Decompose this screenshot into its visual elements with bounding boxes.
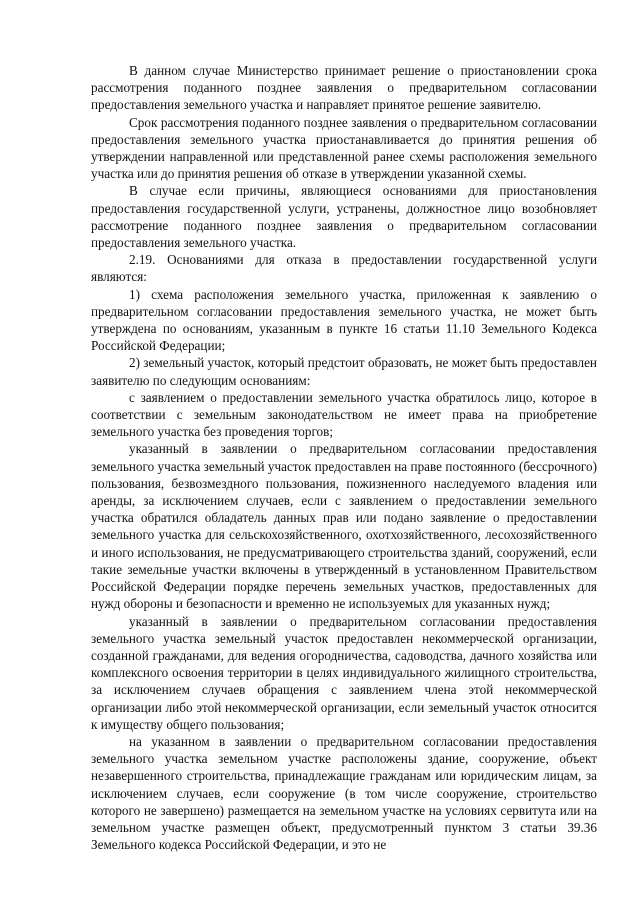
paragraph-ground-no-right: с заявлением о предоставлении земельного участка обратилось лицо, которое в соответствии с земельным законодательством не имеет права на приобретение земельного участка без проведения торгов;: [91, 389, 597, 440]
paragraph-2-19-heading: 2.19. Основаниями для отказа в предоставлении государственной услуги являются:: [91, 252, 597, 285]
paragraph-ground-buildings: на указанном в заявлении о предварительном согласовании предоставления земельного участка земельном участке расположены здание, сооружение, объект незавершенного строительства, принадлежащие гражданам или юридическим лицам, за исключением случаев, если сооружение (в том числе сооружение, строительство которого не завершено) размещается на земельном участке на условиях сервитута или на земельном участке размещен объект, предусмотренный пунктом 3 статьи 39.36 Земельного кодекса Российской Федерации, и это не: [91, 733, 597, 853]
paragraph-suspension-term: Срок рассмотрения поданного позднее заявления о предварительном согласовании предоставления земельного участка приостанавливается до принятия решения об утверждении направленной или представленной ранее схемы расположения земельного участка или до принятия решения об отказе в утверждении указанной схемы.: [91, 114, 597, 182]
document-page: [91, 62, 597, 853]
paragraph-ground-1: 1) схема расположения земельного участка, приложенная к заявлению о предварительном согласовании предоставления земельного участка, не может быть утверждена по основаниям, указанным в пункте 16 статьи 11.10 Земельного Кодекса Российской Федерации;: [91, 286, 597, 354]
paragraph-ground-already-granted: указанный в заявлении о предварительном согласовании предоставления земельного участка земельный участок предоставлен на праве постоянного (бессрочного) пользования, безвозмездного пользования, пожизненного наследуемого владения или аренды, за исключением случаев, если с заявлением о предоставлении земельного участка обратился обладатель данных прав или подано заявление о предоставлении земельного участка для сельскохозяйственного, охотхозяйственного, лесохозяйственного и иного использования, не предусматривающего строительства зданий, сооружений, если такие земельные участки включены в утвержденный в установленном Правительством Российской Федерации порядке перечень земельных участков, предоставленных для нужд обороны и безопасности и временно не используемых для указанных нужд;: [91, 441, 597, 612]
paragraph-ground-nonprofit: указанный в заявлении о предварительном согласовании предоставления земельного участка земельный участок предоставлен некоммерческой организации, созданной гражданами, для ведения огородничества, садоводства, дачного хозяйства или комплексного освоения территории в целях индивидуального жилищного строительства, за исключением случаев обращения с заявлением члена этой некоммерческой организации либо этой некоммерческой организации, если земельный участок относится к имуществу общего пользования;: [91, 613, 597, 732]
paragraph-suspension-decision: В данном случае Министерство принимает решение о приостановлении срока рассмотрения поданного позднее заявления о предварительном согласовании предоставления земельного участка и направляет принятое решение заявителю.: [91, 63, 597, 113]
paragraph-ground-2: 2) земельный участок, который предстоит образовать, не может быть предоставлен заявителю по следующим основаниям:: [91, 355, 597, 388]
paragraph-resumption: В случае если причины, являющиеся основаниями для приостановления предоставления государственной услуги, устранены, должностное лицо возобновляет рассмотрение поданного позднее заявления о предварительном согласовании предоставления земельного участка.: [91, 183, 597, 251]
